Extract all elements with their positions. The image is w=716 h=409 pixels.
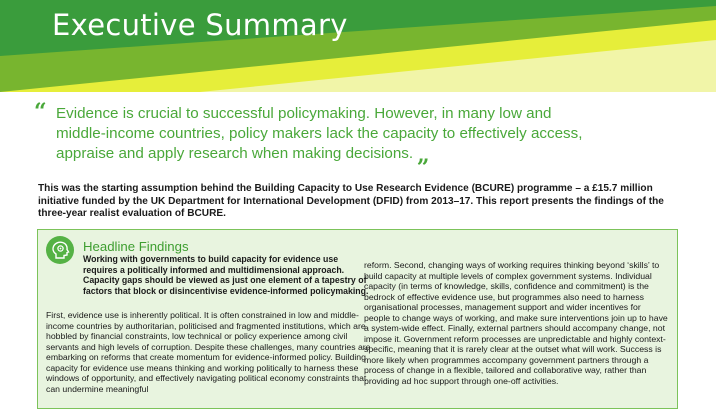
- pull-quote: [34, 99, 596, 168]
- headline-lead: Working with governments to build capacity for evidence use requires a politically informed and multidimensional approach. Capacity gaps should be viewed as just one element of a tapestry of factors that block or disincentivise evidence-informed policymaking.: [83, 254, 369, 296]
- head-gear-icon: [46, 236, 74, 264]
- header-banner: [0, 0, 716, 92]
- findings-column-left: First, evidence use is inherently political. It is often constrained in low and middle-income countries by authoritarian, politicised and fragmented institutions, which are hobbled by financial constraints, low technical or policy experience among civil servants and high levels of corruption. Despite these challenges, many countries are embarking on reforms that create momentum for evidence-informed policy. Building capacity for evidence use means thinking and working politically to harness these windows of opportunity, and effectively navigating political economy constraints that can undermine meaningful: [46, 310, 371, 394]
- close-quote-mark: „: [417, 142, 430, 168]
- intro-paragraph: [38, 183, 688, 221]
- open-quote-mark: “: [34, 99, 47, 125]
- quote-text: [34, 99, 596, 168]
- headline-findings-panel: [37, 229, 678, 409]
- head-gear-icon-graphic: [46, 236, 74, 264]
- page-title: Executive Summary: [52, 8, 348, 42]
- intro-text: This was the starting assumption behind the Building Capacity to Use Research Evidence (BCURE) programme – a £15.7 million initiative funded by the UK Department for International Development (DFID) from 2013–17. This report presents the findings of the three-year realist evaluation of BCURE.: [38, 183, 664, 219]
- section-heading: Headline Findings: [83, 239, 189, 254]
- findings-column-right: reform. Second, changing ways of working requires thinking beyond ‘skills’ to build capacity at multiple levels of complex government systems. Individual capacity (in terms of knowledge, skills, confidence and commitment) is the bedrock of effective evidence use, but programmes also need to harness organisational processes, management support and wider incentives for people to change ways of working, and make sure interventions join up to have a system-wide effect. Finally, external partners should accompany change, not impose it. Government reform processes are unpredictable and highly context-specific, meaning that it is rarely clear at the outset what will work. Success is more likely when programmes accompany government partners through a process of change in a flexible, tailored and collaborative way, rather than providing ad hoc support through one-off activities.: [364, 260, 668, 387]
- quote-body: Evidence is crucial to successful policymaking. However, in many low and middle-income countries, policy makers lack the capacity to effectively access, appraise and apply research when making decisions.: [56, 105, 583, 162]
